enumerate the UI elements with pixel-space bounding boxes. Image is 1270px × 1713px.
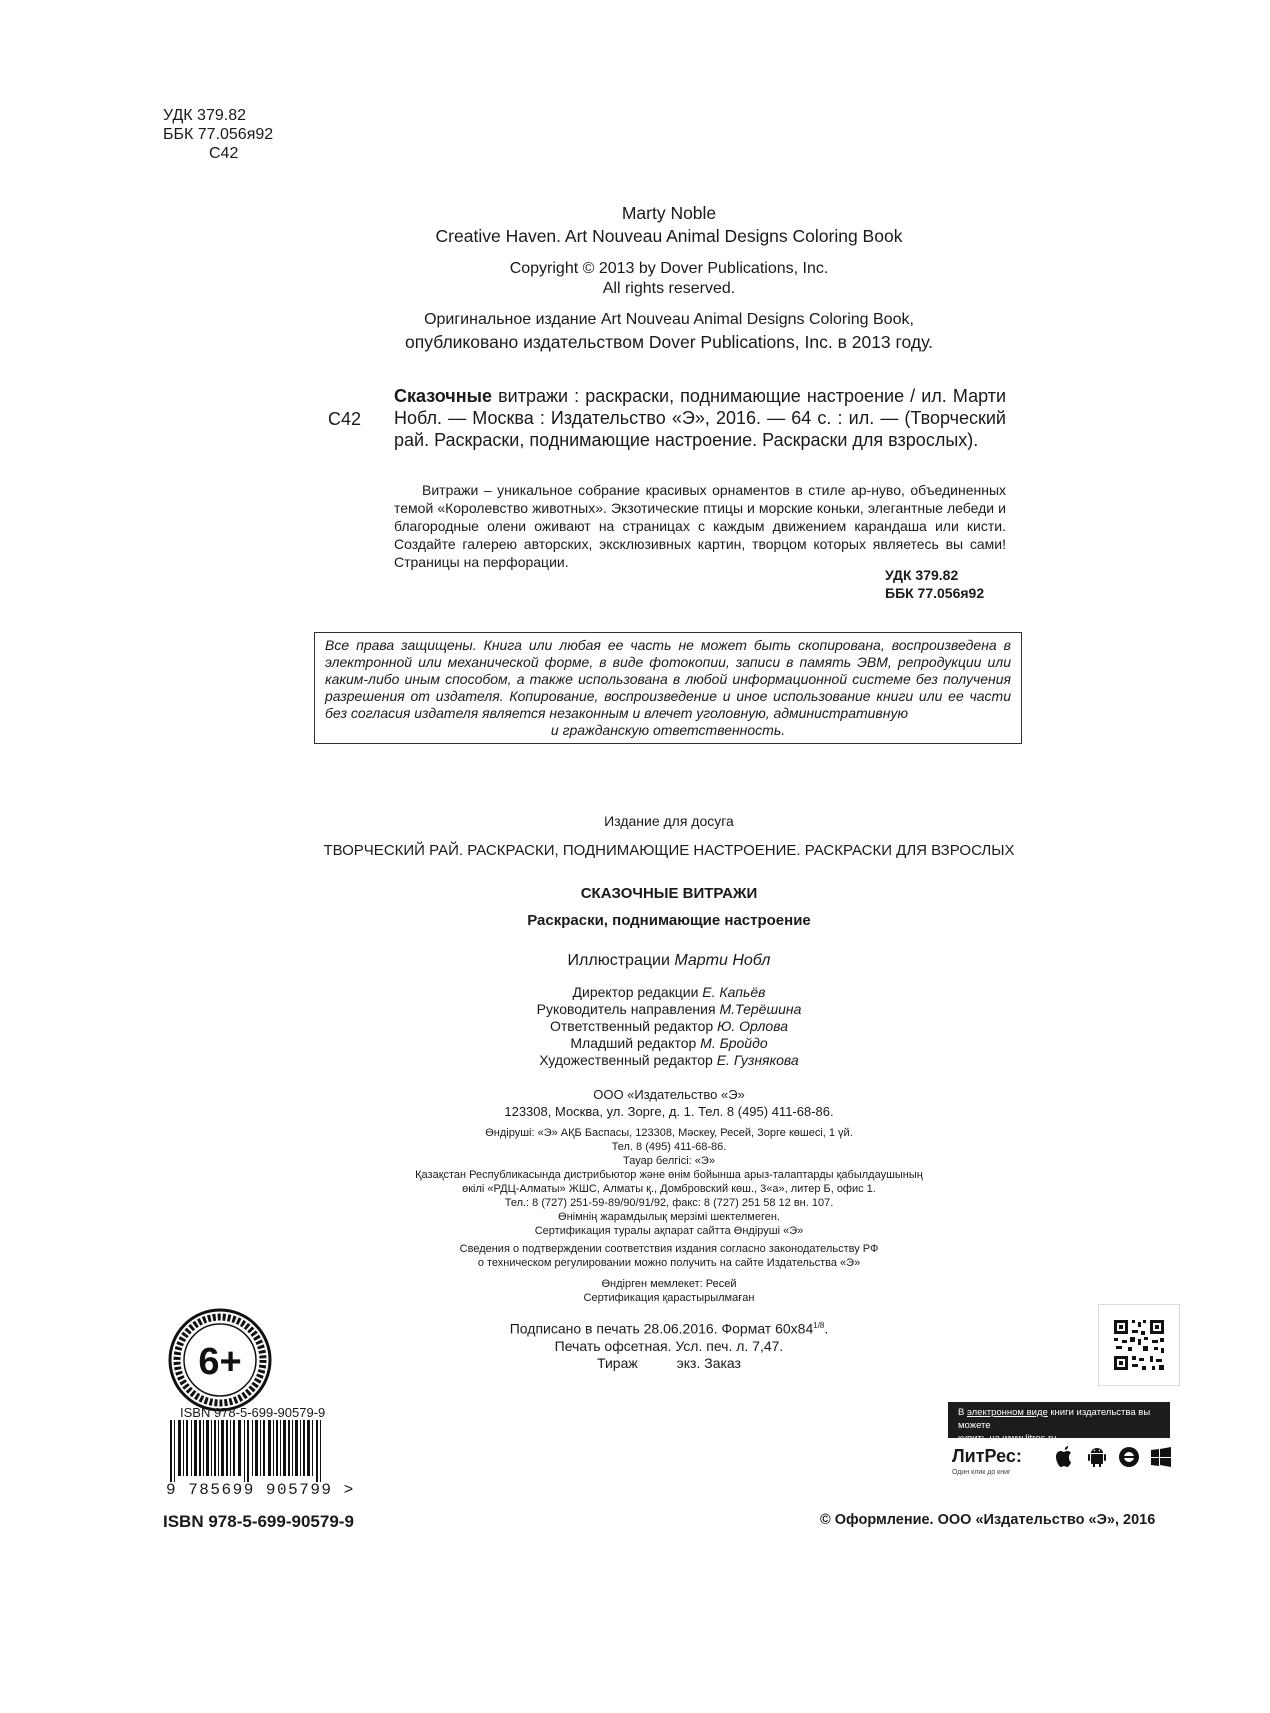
print-line-2: Печать офсетная. Усл. печ. л. 7,47. — [554, 1337, 784, 1354]
staff-name: Е. Гузнякова — [716, 1052, 799, 1068]
book-title: СКАЗОЧНЫЕ ВИТРАЖИ — [580, 885, 758, 902]
apple-icon — [1054, 1446, 1076, 1468]
classification-block — [163, 106, 273, 163]
origin-line: Өндірген мемлекет: Ресей — [601, 1278, 737, 1290]
staff-role: Художественный редактор — [539, 1052, 713, 1068]
author-mark: С42 — [209, 145, 239, 162]
udk-code: УДК 379.82 — [163, 107, 246, 124]
litres-tagline: Один клик до книг — [952, 1469, 1011, 1476]
bbk-code: ББК 77.056я92 — [163, 126, 274, 143]
edition-type: Издание для досуга — [604, 813, 734, 829]
litres-text-a: В — [958, 1407, 967, 1418]
print-line-3: Тираж экз. Заказ — [597, 1354, 741, 1371]
print-format: Подписано в печать 28.06.2016. Формат 60х84 — [509, 1320, 814, 1337]
isbn-small: ISBN 978-5-699-90579-9 — [180, 1405, 326, 1420]
origin-line: Сертификация қарастырылмаған — [583, 1292, 755, 1304]
kz-line: Өндіруші: «Э» АҚБ Баспасы, 123308, Мәскеу, Ресей, Зорге көшесі, 1 үй. — [485, 1127, 853, 1139]
cert-line: о техническом регулировании можно получить на сайте Издательства «Э» — [477, 1257, 861, 1269]
platform-icons — [1054, 1446, 1172, 1468]
staff-row — [318, 1035, 1020, 1052]
ie-icon — [1118, 1446, 1140, 1468]
biblio-record — [394, 385, 1006, 451]
kz-line: Тел. 8 (495) 411-68-86. — [611, 1141, 727, 1153]
windows-icon — [1150, 1446, 1172, 1468]
kz-line: Тел.: 8 (727) 251-59-89/90/91/92, факс: 8 (727) 251 58 12 вн. 107. — [504, 1197, 834, 1209]
staff-row — [318, 1018, 1020, 1035]
biblio-classification — [885, 566, 984, 602]
annotation: Витражи – уникальное собрание красивых орнаментов в стиле ар-нуво, объединенных темой «Королевство животных». Экзотические птицы и морские коньки, элегантные лебеди и благородные олени оживают на страницах с каждым движением карандаша или кисти. Создайте галерею авторских, эксклюзивных картин, творцом которых являетесь вы сами! Страницы на перфорации. — [394, 482, 1006, 570]
illustrations-name: Марти Нобл — [674, 952, 771, 969]
android-icon — [1086, 1446, 1108, 1468]
staff-role: Младший редактор — [570, 1035, 697, 1051]
biblio-bbk: ББК 77.056я92 — [885, 585, 985, 601]
rights-text: Все права защищены. Книга или любая ее часть не может быть скопирована, воспроизведена в электронной или механической форме, в виде фотокопии, записи в память ЭВМ, репродукции или каким-либо иным способом, а также использована в любой информационной системе без получения разрешения от издателя. Копирование, воспроизведение и иное использование книги или ее части без согласия издателя является незаконным и влечет уголовную, административную — [325, 637, 1011, 721]
original-rights: All rights reserved. — [602, 280, 736, 297]
kz-line: Қазақстан Республикасында дистрибьютор және өнім бойынша арыз-талаптарды қабылдаушының — [415, 1169, 923, 1181]
print-line-1: Подписано в печать 28.06.2016. Формат $60х84^{1/8}$. — [509, 1320, 829, 1337]
staff-role: Директор редакции — [572, 984, 699, 1000]
rights-notice-box — [314, 632, 1022, 744]
litres-link[interactable]: электронном виде — [966, 1407, 1048, 1418]
staff-row — [318, 1052, 1020, 1069]
kz-line: Өнімнің жарамдылық мерзімі шектелмеген. — [558, 1211, 780, 1223]
staff-name: М.Терёшина — [719, 1001, 802, 1017]
publisher-address: 123308, Москва, ул. Зорге, д. 1. Тел. 8 (495) 411-68-86. — [504, 1104, 834, 1119]
original-title: Creative Haven. Art Nouveau Animal Designs Coloring Book — [435, 226, 903, 246]
litres-line-1 — [958, 1406, 1160, 1432]
rights-last-line: и гражданскую ответственность. — [550, 722, 786, 738]
design-copyright: © Оформление. ООО «Издательство «Э», 2016 — [820, 1512, 1156, 1528]
illustrations-line — [318, 951, 1020, 971]
book-subtitle: Раскраски, поднимающие настроение — [527, 912, 811, 929]
isbn-main: ISBN 978-5-699-90579-9 — [163, 1512, 354, 1531]
litres-logo: ЛитРес: — [952, 1446, 1022, 1466]
series-name: ТВОРЧЕСКИЙ РАЙ. РАСКРАСКИ, ПОДНИМАЮЩИЕ НАСТРОЕНИЕ. РАСКРАСКИ ДЛЯ ВЗРОСЛЫХ — [323, 842, 1015, 859]
biblio-lead: Сказочные — [394, 386, 492, 406]
print-info — [318, 1317, 1020, 1372]
original-author: Marty Noble — [621, 203, 717, 223]
litres-text-b: книги издательства вы можете — [958, 1407, 1151, 1431]
kz-line: Тауар белгісі: «Э» — [623, 1155, 715, 1167]
kz-info — [318, 1126, 1020, 1238]
certification-info — [318, 1242, 1020, 1270]
origin-info — [318, 1277, 1020, 1305]
age-rating-badge — [168, 1308, 272, 1412]
kz-line: Сертификация туралы ақпарат сайтта Өндіруші «Э» — [534, 1225, 804, 1237]
edition-note-2: опубликовано издательством Dover Publications, Inc. в 2013 году. — [405, 332, 933, 352]
edition-note-1: Оригинальное издание Art Nouveau Animal Designs Coloring Book, — [424, 311, 914, 328]
biblio-udk: УДК 379.82 — [885, 567, 959, 583]
barcode-digits: 9 785699 905799 > — [166, 1481, 355, 1499]
staff-name: Е. Капьёв — [702, 984, 766, 1000]
litres-line-2: купить на www.litres.ru — [958, 1433, 1057, 1444]
staff-role: Руководитель направления — [536, 1001, 716, 1017]
publisher-name: ООО «Издательство «Э» — [593, 1087, 745, 1102]
barcode-icon — [166, 1420, 338, 1482]
staff-name: М. Бройдо — [700, 1035, 768, 1051]
cert-line: Сведения о подтверждении соответствия издания согласно законодательству РФ — [459, 1243, 879, 1255]
format-fraction: 1/8 — [813, 1321, 825, 1330]
biblio-text: витражи : раскраски, поднимающие настроение / ил. Марти Нобл. — Москва : Издательство «Э», 2016. — 64 с. : ил. — (Творческий рай. Раскраски, поднимающие настроение. Раскраски для взрослых). — [394, 386, 1006, 450]
staff-row — [318, 1001, 1020, 1018]
litres-banner[interactable] — [948, 1402, 1170, 1444]
staff-name: Ю. Орлова — [717, 1018, 789, 1034]
biblio-code: С42 — [328, 409, 362, 429]
staff-role: Ответственный редактор — [549, 1018, 714, 1034]
original-copyright: Copyright © 2013 by Dover Publications, Inc. — [509, 260, 829, 277]
staff-list — [318, 984, 1020, 1069]
staff-row — [318, 984, 1020, 1001]
kz-line: өкілі «РДЦ-Алматы» ЖШС, Алматы қ., Домбровский көш., 3«а», литер Б, офис 1. — [462, 1183, 876, 1195]
age-rating-text: 6+ — [198, 1341, 242, 1383]
qr-code-icon — [1098, 1304, 1180, 1386]
illustrations-label: Иллюстрации — [567, 952, 670, 969]
